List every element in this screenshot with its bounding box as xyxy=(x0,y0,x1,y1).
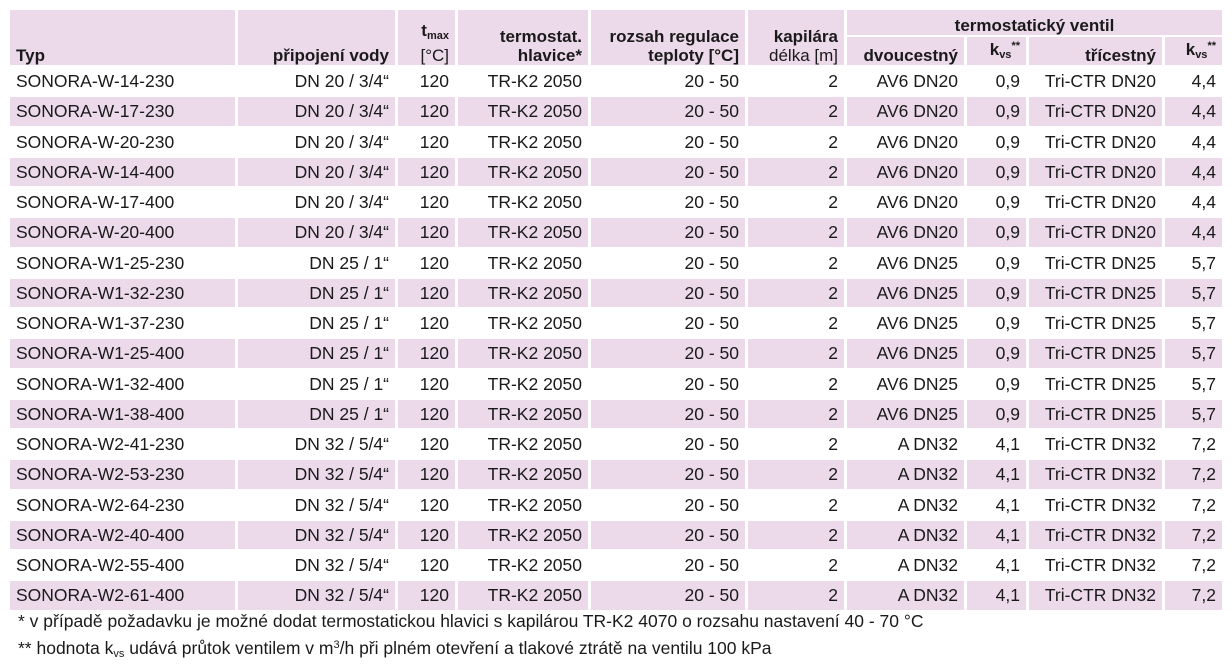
cell-kvs-dvoucestny: 0,9 xyxy=(967,247,1029,277)
cell-pripojeni: DN 25 / 1“ xyxy=(238,337,398,367)
cell-dvoucestny: A DN32 xyxy=(847,549,967,579)
table-row xyxy=(10,368,1222,398)
table-row xyxy=(10,579,1222,609)
cell-dvoucestny: AV6 DN25 xyxy=(847,247,967,277)
cell-tricestny: Tri-CTR DN32 xyxy=(1029,428,1165,458)
header-pripojeni: připojení vody xyxy=(238,10,398,65)
table-row xyxy=(10,337,1222,367)
cell-pripojeni: DN 20 / 3/4“ xyxy=(238,186,398,216)
cell-kvs-dvoucestny: 4,1 xyxy=(967,428,1029,458)
cell-kvs-tricestny: 7,2 xyxy=(1165,428,1222,458)
table-row xyxy=(10,398,1222,428)
cell-tmax: 120 xyxy=(398,95,458,125)
header-rozsah: rozsah regulace teploty [°C] xyxy=(591,10,748,65)
cell-tricestny: Tri-CTR DN25 xyxy=(1029,337,1165,367)
cell-kvs-dvoucestny: 0,9 xyxy=(967,126,1029,156)
cell-kvs-dvoucestny: 0,9 xyxy=(967,156,1029,186)
table-row xyxy=(10,428,1222,458)
cell-kvs-tricestny: 5,7 xyxy=(1165,247,1222,277)
cell-tmax: 120 xyxy=(398,368,458,398)
cell-dvoucestny: AV6 DN20 xyxy=(847,65,967,95)
cell-pripojeni: DN 20 / 3/4“ xyxy=(238,216,398,246)
cell-pripojeni: DN 25 / 1“ xyxy=(238,368,398,398)
cell-tricestny: Tri-CTR DN32 xyxy=(1029,549,1165,579)
footnote-kvs: ** hodnota $k_{vs}$ udává průtok ventilem v $m^3/h$ při plném otevření a tlakové ztrátě na ventilu 100 kPa xyxy=(18,638,772,660)
cell-typ: SONORA-W-20-230 xyxy=(10,126,238,156)
cell-typ: SONORA-W-14-230 xyxy=(10,65,238,95)
cell-rozsah: 20 - 50 xyxy=(591,247,748,277)
cell-rozsah: 20 - 50 xyxy=(591,458,748,488)
cell-tmax: 120 xyxy=(398,65,458,95)
cell-typ: SONORA-W1-37-230 xyxy=(10,307,238,337)
cell-kapilara: 2 xyxy=(748,216,847,246)
header-kvs-dvoucestny: $k_{vs}^{**}$ xyxy=(967,35,1029,65)
cell-typ: SONORA-W1-25-230 xyxy=(10,247,238,277)
cell-kvs-tricestny: 5,7 xyxy=(1165,277,1222,307)
cell-kapilara: 2 xyxy=(748,458,847,488)
cell-rozsah: 20 - 50 xyxy=(591,65,748,95)
cell-hlavice: TR-K2 2050 xyxy=(458,458,591,488)
cell-tricestny: Tri-CTR DN32 xyxy=(1029,579,1165,609)
table-row xyxy=(10,95,1222,125)
cell-tricestny: Tri-CTR DN20 xyxy=(1029,156,1165,186)
cell-dvoucestny: AV6 DN20 xyxy=(847,186,967,216)
cell-rozsah: 20 - 50 xyxy=(591,519,748,549)
cell-kvs-dvoucestny: 4,1 xyxy=(967,458,1029,488)
cell-kapilara: 2 xyxy=(748,95,847,125)
cell-kapilara: 2 xyxy=(748,368,847,398)
cell-kvs-dvoucestny: 4,1 xyxy=(967,489,1029,519)
cell-kapilara: 2 xyxy=(748,65,847,95)
cell-kvs-dvoucestny: 4,1 xyxy=(967,519,1029,549)
cell-rozsah: 20 - 50 xyxy=(591,126,748,156)
header-tmax: $t_{max}$ [°C] xyxy=(398,10,458,65)
cell-pripojeni: DN 32 / 5/4“ xyxy=(238,428,398,458)
cell-hlavice: TR-K2 2050 xyxy=(458,579,591,609)
cell-rozsah: 20 - 50 xyxy=(591,489,748,519)
table-row xyxy=(10,519,1222,549)
cell-rozsah: 20 - 50 xyxy=(591,398,748,428)
table-row xyxy=(10,307,1222,337)
cell-typ: SONORA-W1-32-400 xyxy=(10,368,238,398)
cell-rozsah: 20 - 50 xyxy=(591,368,748,398)
cell-hlavice: TR-K2 2050 xyxy=(458,549,591,579)
cell-kapilara: 2 xyxy=(748,126,847,156)
cell-pripojeni: DN 20 / 3/4“ xyxy=(238,126,398,156)
cell-dvoucestny: AV6 DN20 xyxy=(847,95,967,125)
table-row xyxy=(10,458,1222,488)
cell-dvoucestny: AV6 DN25 xyxy=(847,307,967,337)
cell-dvoucestny: A DN32 xyxy=(847,458,967,488)
cell-pripojeni: DN 25 / 1“ xyxy=(238,307,398,337)
cell-kvs-tricestny: 5,7 xyxy=(1165,307,1222,337)
cell-tmax: 120 xyxy=(398,307,458,337)
header-hlavice: termostat. hlavice* xyxy=(458,10,591,65)
cell-kvs-tricestny: 4,4 xyxy=(1165,95,1222,125)
cell-kvs-dvoucestny: 0,9 xyxy=(967,277,1029,307)
cell-hlavice: TR-K2 2050 xyxy=(458,247,591,277)
cell-hlavice: TR-K2 2050 xyxy=(458,519,591,549)
cell-pripojeni: DN 25 / 1“ xyxy=(238,247,398,277)
cell-typ: SONORA-W2-61-400 xyxy=(10,579,238,609)
cell-tricestny: Tri-CTR DN32 xyxy=(1029,489,1165,519)
cell-kvs-dvoucestny: 0,9 xyxy=(967,307,1029,337)
cell-typ: SONORA-W-14-400 xyxy=(10,156,238,186)
cell-dvoucestny: AV6 DN25 xyxy=(847,337,967,367)
cell-typ: SONORA-W2-55-400 xyxy=(10,549,238,579)
cell-tricestny: Tri-CTR DN32 xyxy=(1029,519,1165,549)
header-dvoucestny: dvoucestný xyxy=(847,35,967,65)
cell-tmax: 120 xyxy=(398,549,458,579)
cell-pripojeni: DN 25 / 1“ xyxy=(238,398,398,428)
footnotes xyxy=(18,609,924,666)
cell-dvoucestny: AV6 DN20 xyxy=(847,126,967,156)
cell-kvs-dvoucestny: 0,9 xyxy=(967,186,1029,216)
cell-dvoucestny: A DN32 xyxy=(847,428,967,458)
cell-tricestny: Tri-CTR DN25 xyxy=(1029,277,1165,307)
cell-dvoucestny: A DN32 xyxy=(847,489,967,519)
header-tricestny: třícestný xyxy=(1029,35,1165,65)
cell-rozsah: 20 - 50 xyxy=(591,307,748,337)
cell-tricestny: Tri-CTR DN20 xyxy=(1029,65,1165,95)
cell-kapilara: 2 xyxy=(748,186,847,216)
cell-rozsah: 20 - 50 xyxy=(591,428,748,458)
table-row xyxy=(10,277,1222,307)
cell-rozsah: 20 - 50 xyxy=(591,186,748,216)
cell-tmax: 120 xyxy=(398,489,458,519)
cell-kvs-tricestny: 4,4 xyxy=(1165,156,1222,186)
cell-kapilara: 2 xyxy=(748,489,847,519)
cell-kvs-dvoucestny: 0,9 xyxy=(967,95,1029,125)
cell-kvs-dvoucestny: 0,9 xyxy=(967,65,1029,95)
cell-kapilara: 2 xyxy=(748,156,847,186)
cell-tmax: 120 xyxy=(398,216,458,246)
table-row xyxy=(10,126,1222,156)
cell-tmax: 120 xyxy=(398,337,458,367)
cell-dvoucestny: AV6 DN25 xyxy=(847,277,967,307)
cell-kvs-tricestny: 5,7 xyxy=(1165,368,1222,398)
cell-tmax: 120 xyxy=(398,398,458,428)
cell-rozsah: 20 - 50 xyxy=(591,95,748,125)
header-kvs-tricestny: $k_{vs}^{**}$ xyxy=(1165,35,1222,65)
cell-typ: SONORA-W-20-400 xyxy=(10,216,238,246)
cell-kvs-tricestny: 7,2 xyxy=(1165,579,1222,609)
cell-tricestny: Tri-CTR DN32 xyxy=(1029,458,1165,488)
header-typ: Typ xyxy=(10,10,238,65)
cell-dvoucestny: AV6 DN20 xyxy=(847,156,967,186)
cell-dvoucestny: AV6 DN25 xyxy=(847,398,967,428)
cell-rozsah: 20 - 50 xyxy=(591,216,748,246)
cell-kvs-tricestny: 7,2 xyxy=(1165,489,1222,519)
cell-hlavice: TR-K2 2050 xyxy=(458,65,591,95)
cell-hlavice: TR-K2 2050 xyxy=(458,489,591,519)
footnote-hlavice: * v případě požadavku je možné dodat termostatickou hlavici s kapilárou TR-K2 4070 o rozsahu nastavení 40 - 70 °C xyxy=(18,611,924,631)
cell-rozsah: 20 - 50 xyxy=(591,549,748,579)
cell-rozsah: 20 - 50 xyxy=(591,277,748,307)
cell-kvs-dvoucestny: 0,9 xyxy=(967,337,1029,367)
cell-tmax: 120 xyxy=(398,156,458,186)
cell-tricestny: Tri-CTR DN20 xyxy=(1029,95,1165,125)
cell-tmax: 120 xyxy=(398,579,458,609)
header-ventil-group: termostatický ventil xyxy=(847,10,1222,35)
cell-pripojeni: DN 32 / 5/4“ xyxy=(238,549,398,579)
cell-hlavice: TR-K2 2050 xyxy=(458,186,591,216)
cell-hlavice: TR-K2 2050 xyxy=(458,156,591,186)
table-row xyxy=(10,156,1222,186)
cell-tmax: 120 xyxy=(398,247,458,277)
cell-tricestny: Tri-CTR DN25 xyxy=(1029,307,1165,337)
cell-hlavice: TR-K2 2050 xyxy=(458,428,591,458)
cell-rozsah: 20 - 50 xyxy=(591,579,748,609)
cell-tricestny: Tri-CTR DN20 xyxy=(1029,126,1165,156)
cell-hlavice: TR-K2 2050 xyxy=(458,307,591,337)
cell-kvs-tricestny: 5,7 xyxy=(1165,337,1222,367)
cell-tmax: 120 xyxy=(398,458,458,488)
cell-kvs-tricestny: 4,4 xyxy=(1165,186,1222,216)
cell-kapilara: 2 xyxy=(748,579,847,609)
cell-pripojeni: DN 32 / 5/4“ xyxy=(238,458,398,488)
cell-kvs-dvoucestny: 0,9 xyxy=(967,368,1029,398)
cell-kapilara: 2 xyxy=(748,307,847,337)
cell-hlavice: TR-K2 2050 xyxy=(458,337,591,367)
cell-kapilara: 2 xyxy=(748,247,847,277)
cell-kvs-tricestny: 4,4 xyxy=(1165,65,1222,95)
cell-kapilara: 2 xyxy=(748,428,847,458)
cell-kvs-tricestny: 7,2 xyxy=(1165,458,1222,488)
cell-tricestny: Tri-CTR DN20 xyxy=(1029,216,1165,246)
cell-tricestny: Tri-CTR DN20 xyxy=(1029,186,1165,216)
cell-kvs-tricestny: 7,2 xyxy=(1165,519,1222,549)
cell-tmax: 120 xyxy=(398,428,458,458)
cell-tmax: 120 xyxy=(398,519,458,549)
cell-tmax: 120 xyxy=(398,186,458,216)
cell-dvoucestny: AV6 DN20 xyxy=(847,216,967,246)
table-row xyxy=(10,247,1222,277)
cell-kapilara: 2 xyxy=(748,549,847,579)
table-row xyxy=(10,186,1222,216)
cell-hlavice: TR-K2 2050 xyxy=(458,398,591,428)
cell-typ: SONORA-W-17-230 xyxy=(10,95,238,125)
cell-typ: SONORA-W2-53-230 xyxy=(10,458,238,488)
cell-pripojeni: DN 20 / 3/4“ xyxy=(238,156,398,186)
table-row xyxy=(10,65,1222,95)
cell-kvs-tricestny: 4,4 xyxy=(1165,216,1222,246)
cell-typ: SONORA-W2-41-230 xyxy=(10,428,238,458)
table-row xyxy=(10,489,1222,519)
cell-kapilara: 2 xyxy=(748,337,847,367)
cell-kapilara: 2 xyxy=(748,277,847,307)
cell-typ: SONORA-W2-64-230 xyxy=(10,489,238,519)
cell-pripojeni: DN 20 / 3/4“ xyxy=(238,65,398,95)
table-row xyxy=(10,549,1222,579)
cell-typ: SONORA-W1-38-400 xyxy=(10,398,238,428)
cell-dvoucestny: A DN32 xyxy=(847,519,967,549)
cell-pripojeni: DN 32 / 5/4“ xyxy=(238,489,398,519)
cell-rozsah: 20 - 50 xyxy=(591,156,748,186)
cell-tmax: 120 xyxy=(398,126,458,156)
cell-pripojeni: DN 25 / 1“ xyxy=(238,277,398,307)
cell-tricestny: Tri-CTR DN25 xyxy=(1029,368,1165,398)
table-row xyxy=(10,216,1222,246)
cell-kapilara: 2 xyxy=(748,519,847,549)
cell-tricestny: Tri-CTR DN25 xyxy=(1029,247,1165,277)
cell-pripojeni: DN 32 / 5/4“ xyxy=(238,579,398,609)
cell-kvs-dvoucestny: 0,9 xyxy=(967,216,1029,246)
cell-hlavice: TR-K2 2050 xyxy=(458,95,591,125)
cell-kvs-dvoucestny: 0,9 xyxy=(967,398,1029,428)
cell-kvs-tricestny: 4,4 xyxy=(1165,126,1222,156)
cell-rozsah: 20 - 50 xyxy=(591,337,748,367)
cell-tricestny: Tri-CTR DN25 xyxy=(1029,398,1165,428)
cell-kvs-dvoucestny: 4,1 xyxy=(967,549,1029,579)
cell-hlavice: TR-K2 2050 xyxy=(458,277,591,307)
table-body xyxy=(10,65,1222,610)
header-kapilara: kapilára délka [m] xyxy=(748,10,847,65)
cell-typ: SONORA-W1-32-230 xyxy=(10,277,238,307)
product-table xyxy=(10,10,1222,610)
cell-tmax: 120 xyxy=(398,277,458,307)
cell-hlavice: TR-K2 2050 xyxy=(458,368,591,398)
cell-dvoucestny: AV6 DN25 xyxy=(847,368,967,398)
cell-pripojeni: DN 32 / 5/4“ xyxy=(238,519,398,549)
cell-kvs-dvoucestny: 4,1 xyxy=(967,579,1029,609)
cell-kvs-tricestny: 5,7 xyxy=(1165,398,1222,428)
cell-kvs-tricestny: 7,2 xyxy=(1165,549,1222,579)
cell-kapilara: 2 xyxy=(748,398,847,428)
cell-dvoucestny: A DN32 xyxy=(847,579,967,609)
cell-typ: SONORA-W2-40-400 xyxy=(10,519,238,549)
cell-pripojeni: DN 20 / 3/4“ xyxy=(238,95,398,125)
cell-hlavice: TR-K2 2050 xyxy=(458,216,591,246)
cell-typ: SONORA-W1-25-400 xyxy=(10,337,238,367)
cell-hlavice: TR-K2 2050 xyxy=(458,126,591,156)
cell-typ: SONORA-W-17-400 xyxy=(10,186,238,216)
